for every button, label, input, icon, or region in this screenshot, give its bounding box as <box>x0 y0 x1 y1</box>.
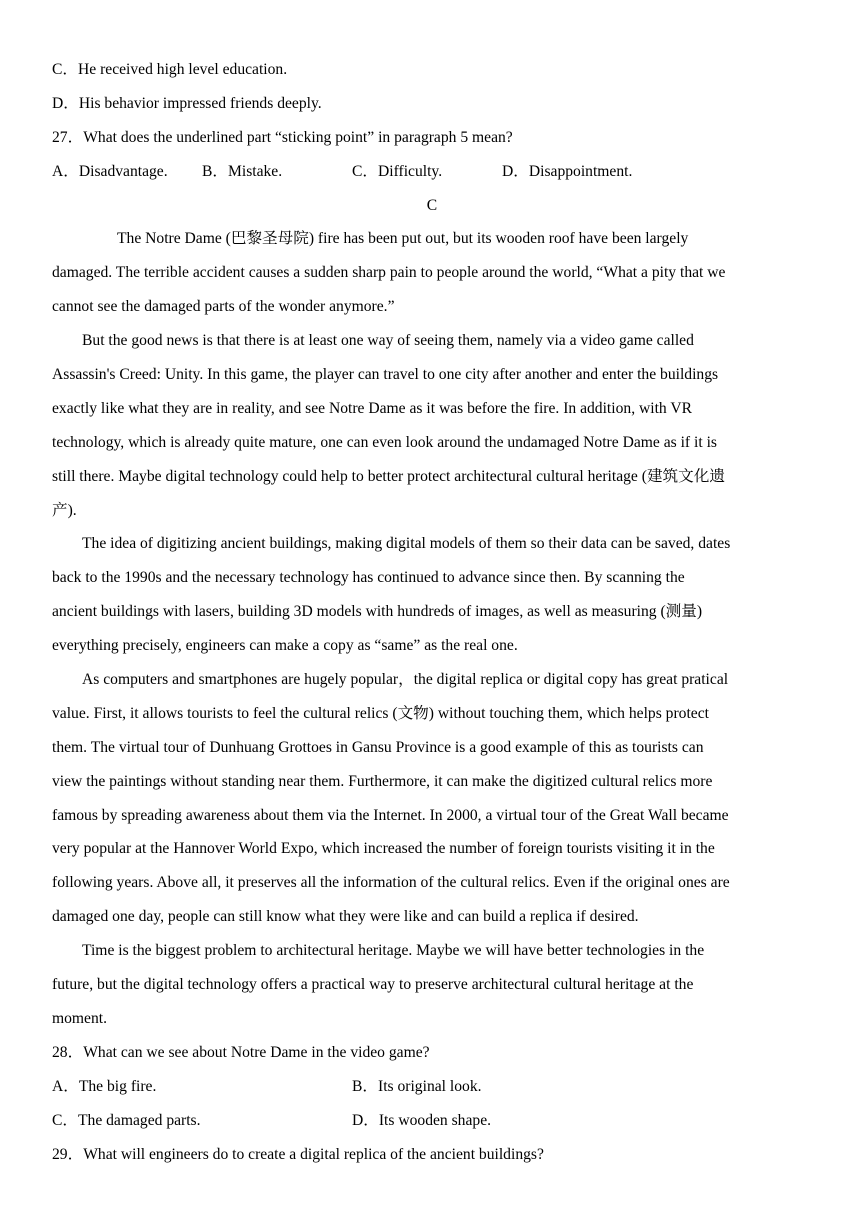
passage-body <box>52 222 812 1035</box>
passage-line: future, but the digital technology offers a practical way to preserve architectural cultural heritage at the <box>52 976 694 994</box>
passage-line: 产). <box>52 501 77 519</box>
passage-line: Assassin's Creed: Unity. In this game, the player can travel to one city after another and enter the buildings <box>52 366 719 384</box>
q27-options <box>52 155 812 189</box>
q28-stem: 28．What can we see about Notre Dame in the video game? <box>52 1043 430 1061</box>
q28-option-d: D．Its wooden shape. <box>352 1111 492 1129</box>
passage-line: following years. Above all, it preserves all the information of the cultural relics. Even if the original ones are <box>52 874 730 892</box>
q29-stem: 29．What will engineers do to create a digital replica of the ancient buildings? <box>52 1145 544 1163</box>
passage-line: exactly like what they are in reality, and see Notre Dame as it was before the fire. In addition, with VR <box>52 399 692 417</box>
passage-line: damaged. The terrible accident causes a sudden sharp pain to people around the world, “What a pity that we <box>52 264 726 282</box>
passage-line: As computers and smartphones are hugely popular，the digital replica or digital copy has great pratical <box>82 671 729 689</box>
passage-line: cannot see the damaged parts of the wonder anymore.” <box>52 298 395 316</box>
q28-option-c: C．The damaged parts. <box>52 1111 201 1129</box>
passage-line: ancient buildings with lasers, building 3D models with hundreds of images, as well as measuring (测量) <box>52 603 703 621</box>
passage-heading: C <box>426 196 438 214</box>
passage-line: still there. Maybe digital technology could help to better protect architectural cultural heritage (建筑文化遗 <box>52 467 725 485</box>
q28-options-row-1 <box>52 1070 812 1104</box>
q28-option-b: B．Its original look. <box>352 1077 482 1095</box>
passage-line: view the paintings without standing near them. Furthermore, it can make the digitized cultural relics more <box>52 772 713 790</box>
passage-line: Time is the biggest problem to architectural heritage. Maybe we will have better technologies in the <box>82 942 705 960</box>
q28-option-a: A．The big fire. <box>52 1077 157 1095</box>
passage-line: back to the 1990s and the necessary technology has continued to advance since then. By scanning the <box>52 569 685 587</box>
q27-option-b: B．Mistake. <box>202 162 283 180</box>
passage-line: everything precisely, engineers can make a copy as “same” as the real one. <box>52 637 518 655</box>
passage-line: But the good news is that there is at least one way of seeing them, namely via a video game called <box>82 332 694 350</box>
q27-option-d: D．Disappointment. <box>502 162 633 180</box>
passage-line: them. The virtual tour of Dunhuang Grottoes in Gansu Province is a good example of this as tourists can <box>52 738 704 756</box>
passage-line: value. First, it allows tourists to feel the cultural relics (文物) without touching them, which helps protect <box>52 704 709 722</box>
passage-line: damaged one day, people can still know what they were like and can build a replica if desired. <box>52 908 639 926</box>
passage-line: very popular at the Hannover World Expo, which increased the number of foreign tourists visiting it in the <box>52 840 715 858</box>
q27-stem: 27．What does the underlined part “sticking point” in paragraph 5 mean? <box>52 128 513 146</box>
exam-page <box>52 53 812 1171</box>
passage-line: The Notre Dame (巴黎圣母院) fire has been put out, but its wooden roof have been largely <box>117 230 689 248</box>
q28-options-row-2 <box>52 1104 812 1138</box>
passage-line: moment. <box>52 1009 108 1027</box>
q27-option-a: A．Disadvantage. <box>52 162 168 180</box>
q26-option-c: C．He received high level education. <box>52 61 288 78</box>
passage-line: famous by spreading awareness about them via the Internet. In 2000, a virtual tour of the Great Wall became <box>52 806 729 824</box>
q27-option-c: C．Difficulty. <box>352 162 443 180</box>
q26-option-d: D．His behavior impressed friends deeply. <box>52 94 322 112</box>
passage-line: The idea of digitizing ancient buildings, making digital models of them so their data can be saved, dates <box>82 535 731 553</box>
passage-line: technology, which is already quite mature, one can even look around the undamaged Notre Dame as if it is <box>52 433 717 451</box>
